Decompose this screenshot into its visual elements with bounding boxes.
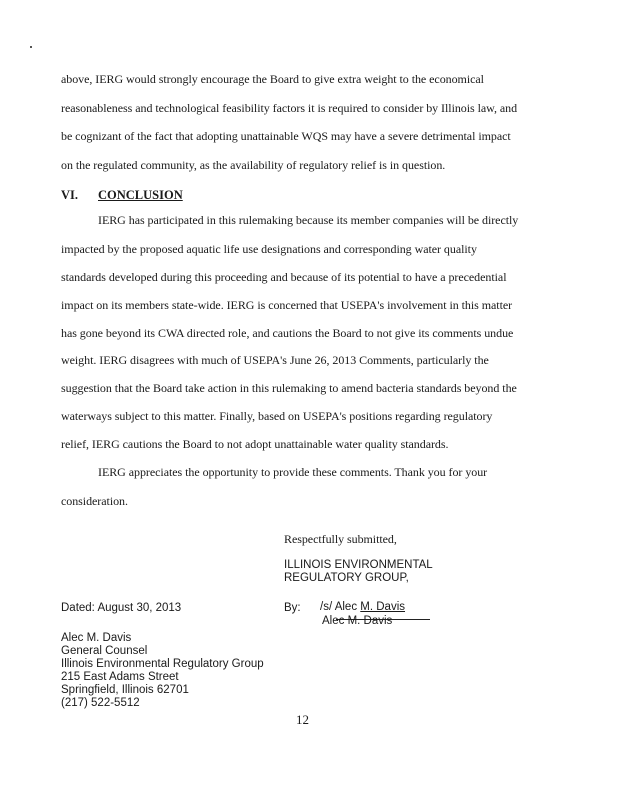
paragraph-1-line-4: on the regulated community, as the availability of regulatory relief is in question. (61, 158, 446, 172)
paragraph-2-line-5: has gone beyond its CWA directed role, and cautions the Board to not give its comments undue (61, 326, 514, 340)
printed-signer-name: Alec M. Davis (322, 615, 393, 627)
paragraph-2-line-4: impact on its members state-wide. IERG is concerned that USEPA's involvement in this matter (61, 298, 513, 312)
by-label: By: (284, 602, 301, 614)
paragraph-2-line-6: weight. IERG disagrees with much of USEPA's June 26, 2013 Comments, particularly the (61, 353, 489, 367)
scan-speck (30, 46, 32, 48)
paragraph-2-line-3: standards developed during this proceeding and because of its potential to have a precedential (61, 270, 507, 284)
paragraph-2-line-1: IERG has participated in this rulemaking because its member companies will be directly (98, 213, 519, 227)
section-number: VI. (61, 188, 79, 202)
contact-street: 215 East Adams Street (61, 671, 179, 683)
section-title: CONCLUSION (98, 188, 183, 202)
paragraph-1-line-3: be cognizant of the fact that adopting unattainable WQS may have a severe detrimental impact (61, 129, 511, 143)
contact-city: Springfield, Illinois 62701 (61, 684, 189, 696)
signature-surname: M. Davis (360, 601, 406, 613)
closing-text: Respectfully submitted, (284, 532, 397, 546)
paragraph-2-line-2: impacted by the proposed aquatic life use designations and corresponding water quality (61, 242, 477, 256)
contact-organization: Illinois Environmental Regulatory Group (61, 658, 264, 670)
paragraph-2-line-8: waterways subject to this matter. Finally, based on USEPA's positions regarding regulatory (61, 409, 493, 423)
contact-title: General Counsel (61, 645, 148, 657)
paragraph-3-line-2: consideration. (61, 494, 128, 508)
org-name-line-1: ILLINOIS ENVIRONMENTAL (284, 559, 433, 571)
page-number: 12 (296, 712, 309, 727)
contact-phone: (217) 522-5512 (61, 697, 140, 709)
paragraph-2-line-9: relief, IERG cautions the Board to not adopt unattainable water quality standards. (61, 437, 449, 451)
signature-prefix: /s/ Alec (320, 601, 358, 613)
electronic-signature (320, 601, 405, 614)
paragraph-1-line-2: reasonableness and technological feasibility factors it is required to consider by Illinois law, and (61, 101, 518, 115)
dated-line: Dated: August 30, 2013 (61, 602, 182, 614)
org-name-line-2: REGULATORY GROUP, (284, 572, 409, 584)
paragraph-3-line-1: IERG appreciates the opportunity to provide these comments. Thank you for your (98, 465, 488, 479)
contact-name: Alec M. Davis (61, 632, 132, 644)
paragraph-1-line-1: above, IERG would strongly encourage the Board to give extra weight to the economical (61, 72, 484, 86)
paragraph-2-line-7: suggestion that the Board take action in this rulemaking to amend bacteria standards beyond the (61, 381, 517, 395)
